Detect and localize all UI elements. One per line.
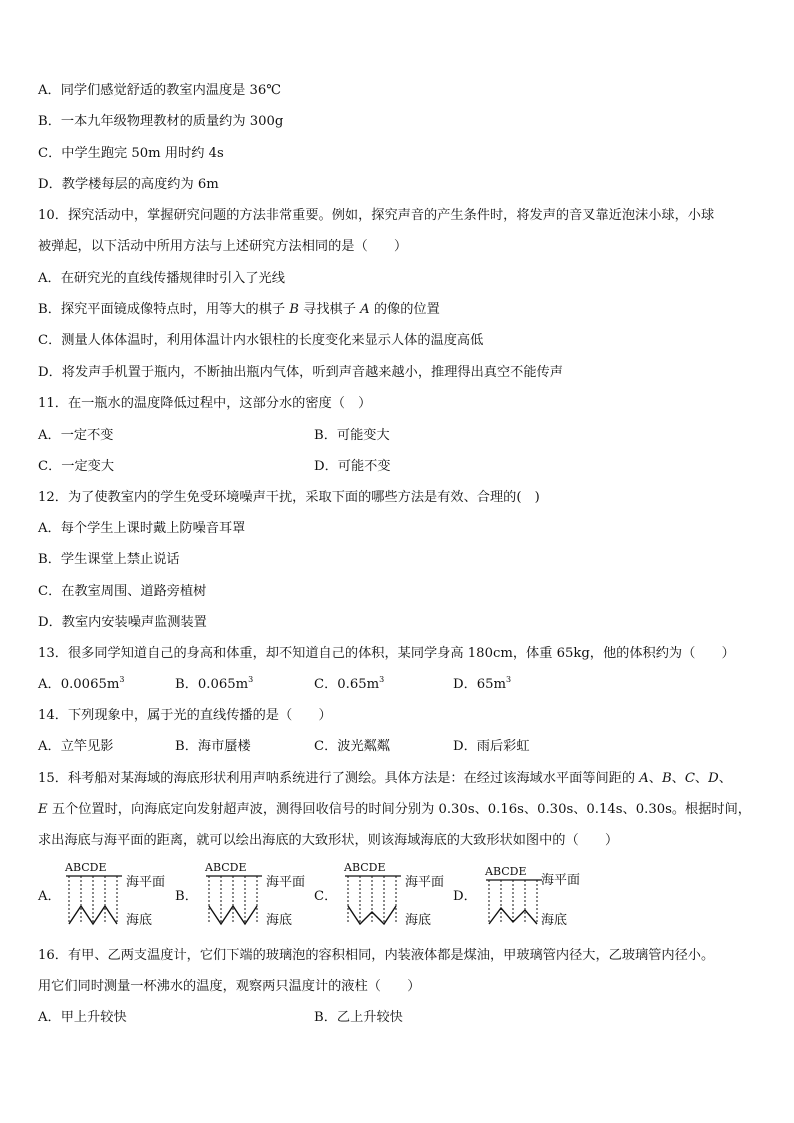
q12-option-b: B．学生课堂上禁止说话 (38, 552, 180, 567)
q12-stem: 12．为了使教室内的学生免受环境噪声干扰，采取下面的哪些方法是有效、合理的( ) (38, 490, 540, 505)
q16-stem-line2: 用它们同时测量一杯沸水的温度，观察两只温度计的液柱（ ） (38, 979, 421, 994)
q15-option-d-letter: D． (453, 889, 477, 904)
q15-figure-a (64, 860, 174, 932)
q16-option-a: A．甲上升较快 (38, 1010, 127, 1025)
sea-level-label-b: 海平面 (266, 875, 306, 890)
q9-option-b: B．一本九年级物理教材的质量约为 300g (38, 114, 284, 129)
seabed-label-c: 海底 (405, 913, 432, 928)
q15-figure-b (204, 860, 314, 932)
q11-option-d: D．可能不变 (314, 459, 391, 474)
figure-c-points: ABCDE (344, 861, 386, 874)
sea-level-label-a: 海平面 (126, 875, 166, 890)
q16-option-b: B．乙上升较快 (314, 1010, 403, 1025)
q15-stem-line3: 求出海底与海平面的距离，就可以绘出海底的大致形状，则该海域海底的大致形状如图中的（ ） (38, 833, 619, 848)
seabed-label-a: 海底 (126, 913, 153, 928)
q12-option-a: A．每个学生上课时戴上防噪音耳罩 (38, 521, 246, 536)
figure-a-points: ABCDE (65, 861, 107, 874)
seabed-label-d: 海底 (541, 913, 568, 928)
q13-option-d: D．$65m^3$ (453, 675, 512, 692)
q11-option-c: C．一定变大 (38, 459, 115, 474)
q15-option-a-letter: A． (38, 889, 61, 904)
sea-level-label-c: 海平面 (405, 875, 445, 890)
q11-option-a: A．一定不变 (38, 428, 114, 443)
sea-level-label-d: 海平面 (541, 873, 581, 888)
q15-option-c-letter: C． (314, 889, 338, 904)
q10-option-b: B．探究平面镜成像特点时，用等大的棋子 B 寻找棋子 A 的像的位置 (38, 302, 440, 317)
q10-option-c: C．测量人体体温时，利用体温计内水银柱的长度变化来显示人体的温度高低 (38, 333, 484, 348)
q15-figure-d (484, 860, 594, 932)
q11-option-b: B．可能变大 (314, 428, 390, 443)
q13-stem: 13．很多同学知道自己的身高和体重，却不知道自己的体积，某同学身高 180cm，体重 65kg，他的体积约为（ ） (38, 646, 735, 661)
q9-option-d: D．教学楼每层的高度约为 6m (38, 177, 219, 192)
q15-stem-line1: 15．科考船对某海域的海底形状利用声呐系统进行了测绘。具体方法是：在经过该海域水平面等间距的 A、B、C、D、 (38, 771, 732, 786)
q10-option-a: A．在研究光的直线传播规律时引入了光线 (38, 271, 285, 286)
q15-option-b-letter: B． (175, 889, 198, 904)
q14-stem: 14．下列现象中，属于光的直线传播的是（ ） (38, 708, 332, 723)
q13-option-c: C．$0.65m^3$ (314, 675, 385, 692)
q14-option-d: D．雨后彩虹 (453, 739, 530, 754)
q16-stem-line1: 16．有甲、乙两支温度计，它们下端的玻璃泡的容积相同，内装液体都是煤油，甲玻璃管内径大，乙玻璃管内径小。 (38, 948, 715, 963)
q12-option-c: C．在教室周围、道路旁植树 (38, 584, 207, 599)
q13-option-a: A．$0.0065m^3$ (38, 675, 125, 692)
figure-b-points: ABCDE (205, 861, 247, 874)
figure-d-points: ABCDE (485, 865, 527, 878)
seabed-label-b: 海底 (266, 913, 293, 928)
q9-option-a: A．同学们感觉舒适的教室内温度是 36℃ (38, 83, 282, 98)
q9-option-c: C．中学生跑完 50m 用时约 4s (38, 146, 224, 161)
q12-option-d: D．教室内安装噪声监测装置 (38, 615, 207, 630)
q13-option-b: B．$0.065m^3$ (175, 675, 254, 692)
q11-stem: 11．在一瓶水的温度降低过程中，这部分水的密度（ ） (38, 396, 372, 411)
q14-option-c: C．波光粼粼 (314, 739, 391, 754)
q14-option-b: B．海市蜃楼 (175, 739, 251, 754)
q15-figure-c (343, 860, 453, 932)
q10-stem-line2: 被弹起，以下活动中所用方法与上述研究方法相同的是（ ） (38, 239, 408, 254)
q10-stem-line1: 10．探究活动中，掌握研究问题的方法非常重要。例如，探究声音的产生条件时，将发声的音叉靠近泡沫小球，小球 (38, 208, 715, 223)
q10-option-d: D．将发声手机置于瓶内，不断抽出瓶内气体，听到声音越来越小，推理得出真空不能传声 (38, 365, 563, 380)
q14-option-a: A．立竿见影 (38, 739, 114, 754)
q15-stem-line2: E 五个位置时，向海底定向发射超声波，测得回收信号的时间分别为 0.30s、0.16s、0.30s、0.14s、0.30s。根据时间， (38, 802, 751, 817)
